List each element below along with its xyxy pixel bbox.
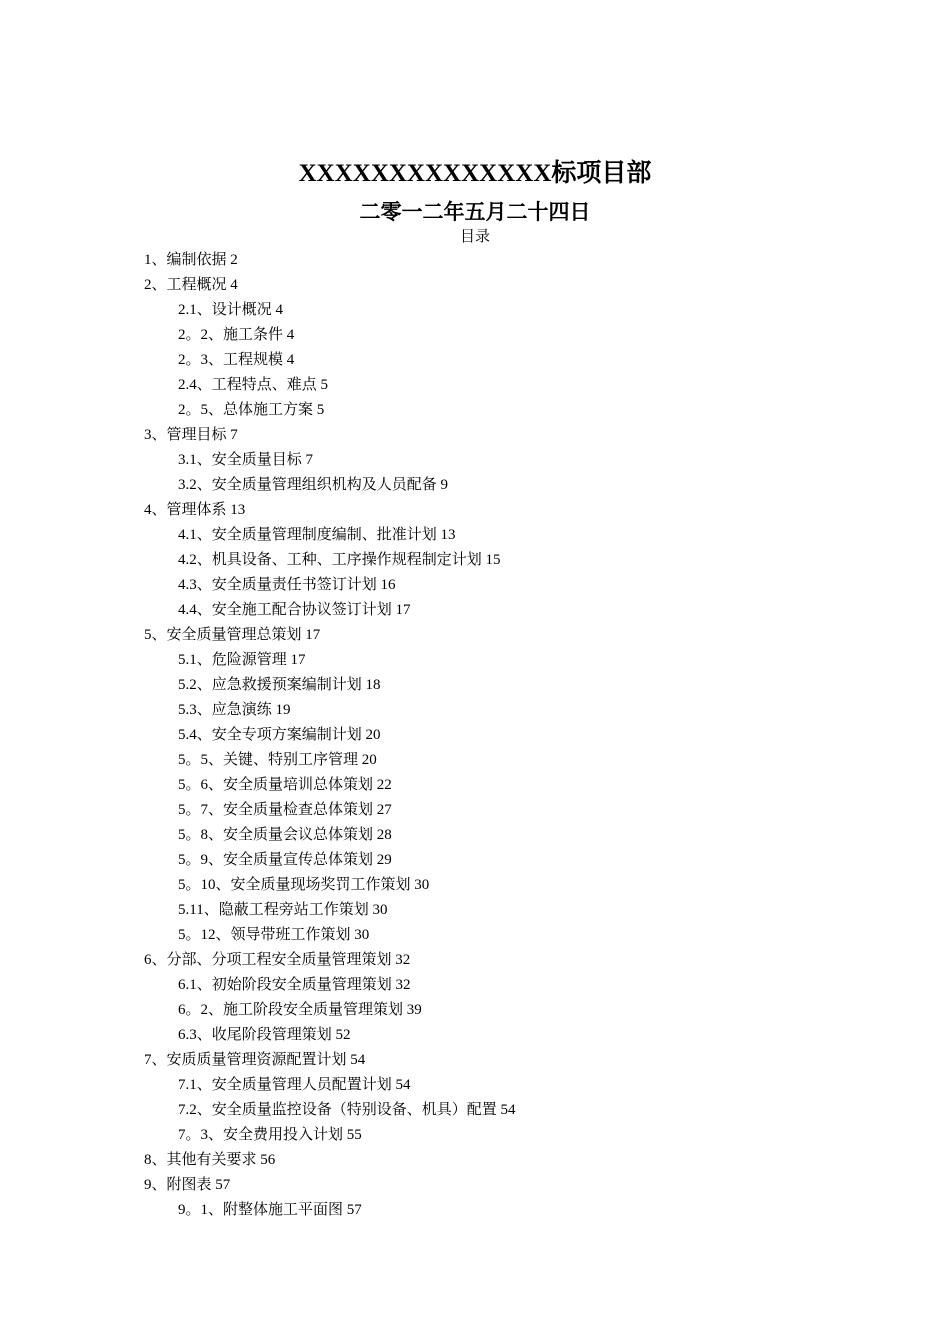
toc-entry: 6。2、施工阶段安全质量管理策划 39	[178, 1002, 422, 1018]
table-of-contents	[0, 248, 950, 1223]
toc-entry: 5。8、安全质量会议总体策划 28	[178, 827, 392, 843]
toc-entry: 5。10、安全质量现场奖罚工作策划 30	[178, 877, 430, 893]
document-date: 二零一二年五月二十四日	[359, 200, 591, 224]
toc-entry: 4.2、机具设备、工种、工序操作规程制定计划 15	[178, 552, 501, 568]
toc-entry: 2.4、工程特点、难点 5	[178, 377, 329, 393]
toc-entry: 4.3、安全质量责任书签订计划 16	[178, 577, 396, 593]
toc-heading: 目录	[459, 229, 490, 245]
toc-entry: 6、分部、分项工程安全质量管理策划 32	[144, 952, 411, 968]
toc-entry: 4、管理体系 13	[144, 502, 246, 518]
toc-entry: 2。2、施工条件 4	[178, 327, 295, 343]
toc-entry: 3.1、安全质量目标 7	[178, 452, 314, 468]
toc-entry: 5。5、关键、特别工序管理 20	[178, 752, 377, 768]
toc-entry: 2。5、总体施工方案 5	[178, 402, 325, 418]
toc-entry: 4.4、安全施工配合协议签订计划 17	[178, 602, 411, 618]
toc-entry: 2.1、设计概况 4	[178, 302, 284, 318]
toc-entry: 5。7、安全质量检查总体策划 27	[178, 802, 392, 818]
toc-entry: 7。3、安全费用投入计划 55	[178, 1127, 362, 1143]
toc-entry: 9。1、附整体施工平面图 57	[178, 1202, 362, 1218]
toc-entry: 5.3、应急演练 19	[178, 702, 291, 718]
toc-entry: 8、其他有关要求 56	[144, 1152, 276, 1168]
toc-entry: 2、工程概况 4	[144, 277, 238, 293]
toc-entry: 5.1、危险源管理 17	[178, 652, 306, 668]
toc-entry: 5。6、安全质量培训总体策划 22	[178, 777, 392, 793]
toc-entry: 6.3、收尾阶段管理策划 52	[178, 1027, 351, 1043]
toc-entry: 6.1、初始阶段安全质量管理策划 32	[178, 977, 411, 993]
toc-entry: 7.1、安全质量管理人员配置计划 54	[178, 1077, 411, 1093]
document-title: XXXXXXXXXXXXXX标项目部	[298, 160, 652, 187]
toc-entry: 5。12、领导带班工作策划 30	[178, 927, 370, 943]
toc-entry: 5、安全质量管理总策划 17	[144, 627, 321, 643]
toc-entry: 3、管理目标 7	[144, 427, 238, 443]
toc-entry: 5。9、安全质量宣传总体策划 29	[178, 852, 392, 868]
toc-entry: 9、附图表 57	[144, 1177, 231, 1193]
toc-entry: 2。3、工程规模 4	[178, 352, 295, 368]
toc-entry: 7.2、安全质量监控设备（特别设备、机具）配置 54	[178, 1102, 516, 1118]
toc-entry: 4.1、安全质量管理制度编制、批准计划 13	[178, 527, 456, 543]
toc-entry: 5.2、应急救援预案编制计划 18	[178, 677, 381, 693]
toc-entry: 5.4、安全专项方案编制计划 20	[178, 727, 381, 743]
toc-entry: 3.2、安全质量管理组织机构及人员配备 9	[178, 477, 449, 493]
toc-entry: 1、编制依据 2	[144, 252, 238, 268]
toc-entry: 7、安质质量管理资源配置计划 54	[144, 1052, 366, 1068]
toc-entry: 5.11、隐蔽工程旁站工作策划 30	[178, 902, 388, 918]
